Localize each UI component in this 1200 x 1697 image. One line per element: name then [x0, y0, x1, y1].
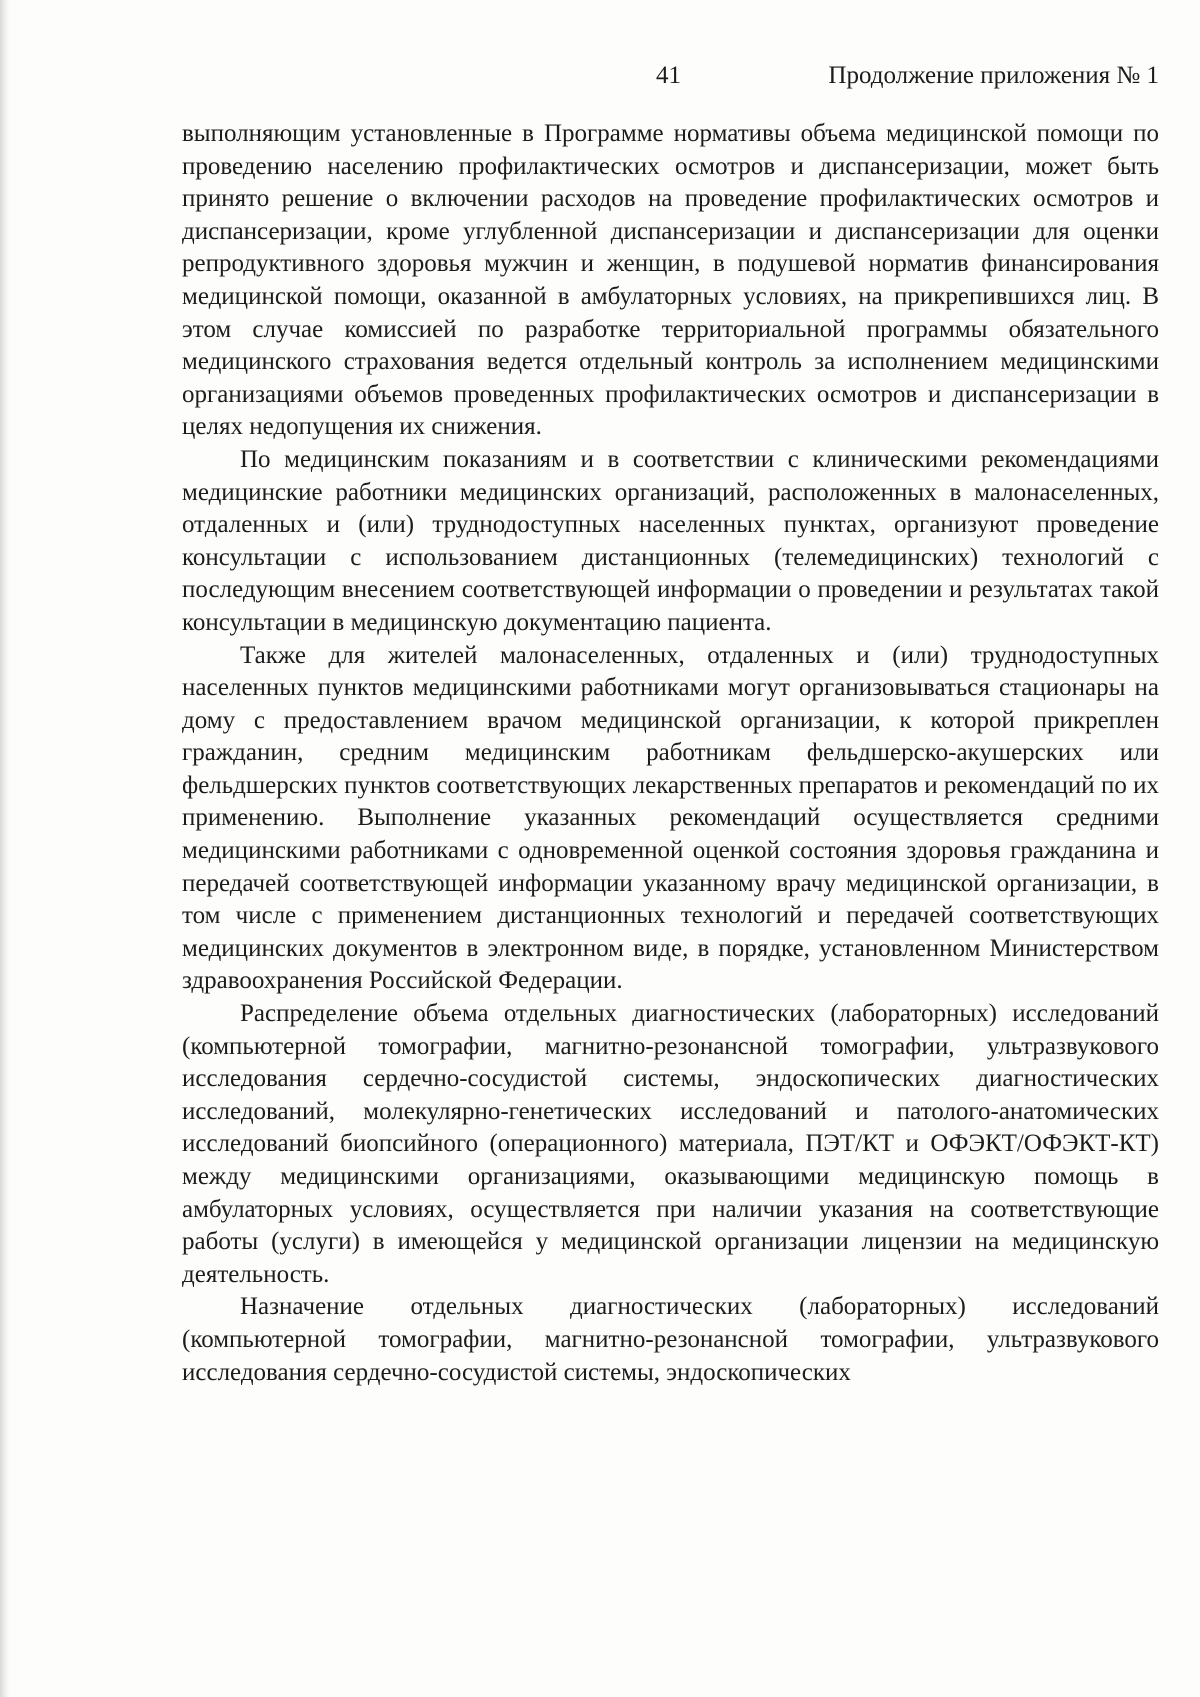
page-number: 41	[656, 62, 681, 89]
page-header	[182, 62, 1159, 98]
paragraph-diagnostic-distribution: Распределение объема отдельных диагностических (лабораторных) исследований (компьютерной томографии, магнитно-резонансной томографии, ультразвукового исследования сердечно-сосудистой системы, эндоскопических диагностических исследований, молекулярно-генетических исследований и патолого-анатомических исследований биопсийного (операционного) материала, ПЭТ/КТ и ОФЭКТ/ОФЭКТ-КТ) между медицинскими организациями, оказывающими медицинскую помощь в амбулаторных условиях, осуществляется при наличии указания на соответствующие работы (услуги) в имеющейся у медицинской организации лицензии на медицинскую деятельность.	[182, 1000, 1159, 1288]
paragraph-diagnostic-assignment: Назначение отдельных диагностических (лабораторных) исследований (компьютерной томографии, магнитно-резонансной томографии, ультразвукового исследования сердечно-сосудистой системы, эндоскопических	[182, 1293, 1159, 1386]
paragraph-home-hospitals: Также для жителей малонаселенных, отдаленных и (или) труднодоступных населенных пунктов медицинскими работниками могут организовываться стационары на дому с предоставлением врачом медицинской организации, к которой прикреплен гражданин, средним медицинским работникам фельдшерско-акушерских или фельдшерских пунктов соответствующих лекарственных препаратов и рекомендаций по их применению. Выполнение указанных рекомендаций осуществляется средними медицинскими работниками с одновременной оценкой состояния здоровья гражданина и передачей соответствующей информации указанному врачу медицинской организации, в том числе с применением дистанционных технологий и передачей соответствующих медицинских документов в электронном виде, в порядке, установленном Министерством здравоохранения Российской Федерации.	[182, 641, 1159, 995]
paragraph-telemedicine-consultation: По медицинским показаниям и в соответствии с клиническими рекомендациями медицинские работники медицинских организаций, расположенных в малонаселенных, отдаленных и (или) труднодоступных населенных пунктах, организуют проведение консультации с использованием дистанционных (телемедицинских) технологий с последующим внесением соответствующей информации о проведении и результатах такой консультации в медицинскую документацию пациента.	[182, 445, 1159, 636]
paragraph-continued: выполняющим установленные в Программе нормативы объема медицинской помощи по проведению населению профилактических осмотров и диспансеризации, может быть принято решение о включении расходов на проведение профилактических осмотров и диспансеризации, кроме углубленной диспансеризации и диспансеризации для оценки репродуктивного здоровья мужчин и женщин, в подушевой норматив финансирования медицинской помощи, оказанной в амбулаторных условиях, на прикрепившихся лиц. В этом случае комиссией по разработке территориальной программы обязательного медицинского страхования ведется отдельный контроль за исполнением медицинскими организациями объемов проведенных профилактических осмотров и диспансеризации в целях недопущения их снижения.	[182, 120, 1159, 441]
appendix-continuation-note: Продолжение приложения № 1	[828, 62, 1159, 89]
scan-edge-shadow	[0, 0, 10, 1697]
body-text	[182, 118, 1159, 1389]
